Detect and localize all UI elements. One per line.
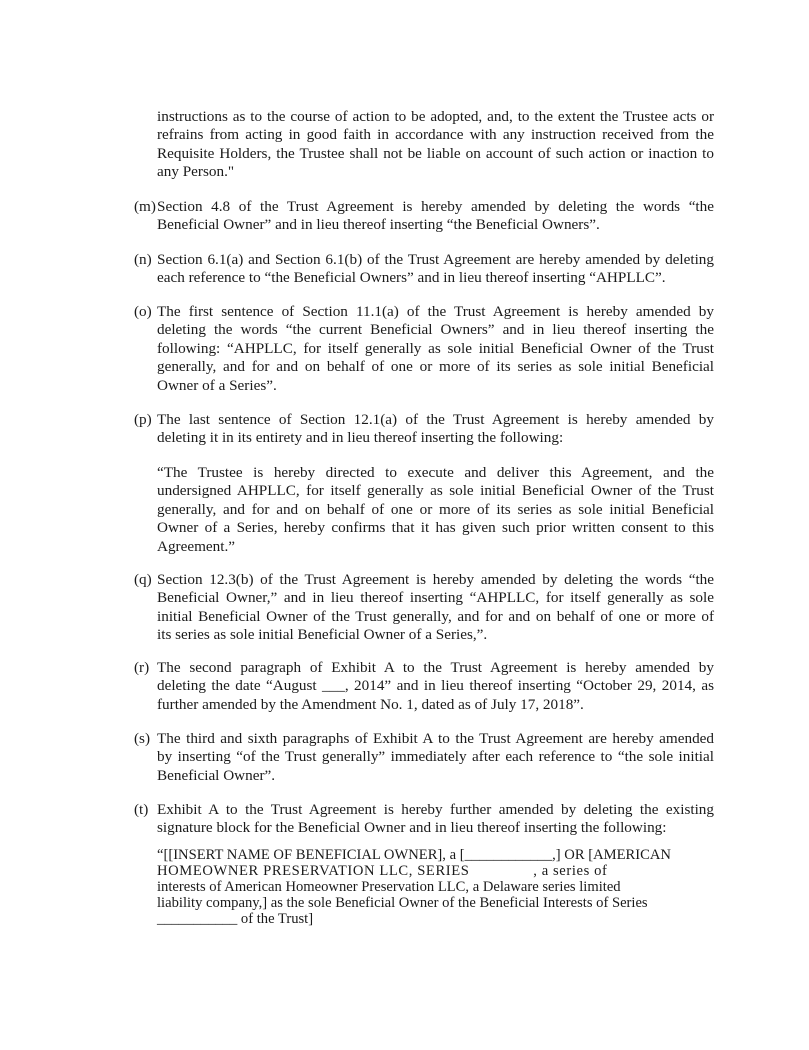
signature-line: liability company,] as the sole Beneficial Owner of the Beneficial Interests of Series [157, 895, 648, 911]
continuation-text [157, 108, 714, 182]
text-line: deleting it in its entirety and in lieu thereof inserting the following: [157, 429, 564, 447]
text-line: Section 4.8 of the Trust Agreement is hereby amended by deleting the words “the [157, 198, 714, 215]
text-line: generally, and for and on behalf of one or more of its series as sole initial Beneficial [157, 358, 714, 376]
text-line: “The Trustee is hereby directed to execute and deliver this Agreement, and the [157, 464, 714, 481]
text-line: Owner of a Series, hereby confirms that it has given such prior written consent to this [157, 519, 714, 537]
text-line: following: “AHPLLC, for itself generally as sole initial Beneficial Owner of the Trust [157, 339, 714, 357]
text-line: Agreement.” [157, 537, 236, 555]
text-line: each reference to “the Beneficial Owners” and in lieu thereof inserting “AHPLLC”. [157, 269, 666, 287]
text-line: Section 6.1(a) and Section 6.1(b) of the Trust Agreement are hereby amended by deleting [157, 251, 714, 268]
text-line: Requisite Holders, the Trustee shall not be liable on account of such action or inaction to [157, 144, 714, 162]
text-line: signature block for the Beneficial Owner and in lieu thereof inserting the following: [157, 819, 667, 837]
item-label: (t) [134, 801, 149, 818]
signature-line: interests of American Homeowner Preservation LLC, a Delaware series limited [157, 879, 621, 895]
item-label: (m) [134, 198, 156, 215]
item-text [157, 411, 714, 448]
item-label: (q) [134, 571, 152, 588]
signature-line: HOMEOWNER PRESERVATION LLC, SERIES , a series of [157, 863, 608, 879]
text-line: further amended by the Amendment No. 1, dated as of July 17, 2018”. [157, 695, 584, 713]
text-line: deleting the date “August ___, 2014” and in lieu thereof inserting “October 29, 2014, as [157, 677, 714, 695]
text-line: Beneficial Owner”. [157, 766, 276, 784]
item-text [157, 303, 714, 395]
item-label: (r) [134, 659, 150, 676]
text-line: any Person." [157, 163, 235, 181]
text-line: The third and sixth paragraphs of Exhibit A to the Trust Agreement are hereby amended [157, 730, 714, 747]
item-label: (o) [134, 303, 152, 320]
item-label: (n) [134, 251, 152, 268]
item-text [157, 659, 714, 714]
text-line: The last sentence of Section 12.1(a) of the Trust Agreement is hereby amended by [157, 411, 714, 428]
item-text [157, 198, 714, 235]
item-text [157, 730, 714, 785]
text-line: undersigned AHPLLC, for itself generally as sole initial Beneficial Owner of the Trust [157, 482, 714, 500]
item-label: (s) [134, 730, 151, 747]
text-line: Beneficial Owner” and in lieu thereof inserting “the Beneficial Owners”. [157, 216, 600, 234]
item-quote [157, 464, 714, 556]
text-line: instructions as to the course of action to be adopted, and, to the extent the Trustee acts or [157, 108, 714, 125]
text-line: The second paragraph of Exhibit A to the Trust Agreement is hereby amended by [157, 659, 714, 676]
signature-line: ___________ of the Trust] [157, 911, 314, 927]
text-line: by inserting “of the Trust generally” immediately after each reference to “the sole initial [157, 748, 714, 766]
text-line: refrains from acting in good faith in accordance with any instruction received from the [157, 126, 714, 144]
text-line: The first sentence of Section 11.1(a) of the Trust Agreement is hereby amended by [157, 303, 714, 320]
item-text [157, 251, 714, 288]
text-line: generally, and for and on behalf of one or more of its series as sole initial Beneficial [157, 500, 714, 518]
text-line: Section 12.3(b) of the Trust Agreement is hereby amended by deleting the words “the [157, 571, 714, 588]
text-line: deleting the words “the current Beneficial Owners” and in lieu thereof inserting the [157, 321, 714, 339]
item-text [157, 801, 714, 838]
text-line: Owner of a Series”. [157, 376, 277, 394]
text-line: Beneficial Owner,” and in lieu thereof inserting “AHPLLC, for itself generally as sole [157, 589, 714, 607]
item-text [157, 571, 714, 645]
text-line: Exhibit A to the Trust Agreement is hereby further amended by deleting the existing [157, 801, 714, 818]
text-line: initial Beneficial Owner of the Trust generally, and for and on behalf of one or more of [157, 607, 714, 625]
signature-line: “[[INSERT NAME OF BENEFICIAL OWNER], a [____________,] OR [AMERICAN [157, 847, 671, 863]
item-label: (p) [134, 411, 152, 428]
text-line: its series as sole initial Beneficial Owner of a Series,”. [157, 626, 488, 644]
signature-block [157, 847, 717, 927]
